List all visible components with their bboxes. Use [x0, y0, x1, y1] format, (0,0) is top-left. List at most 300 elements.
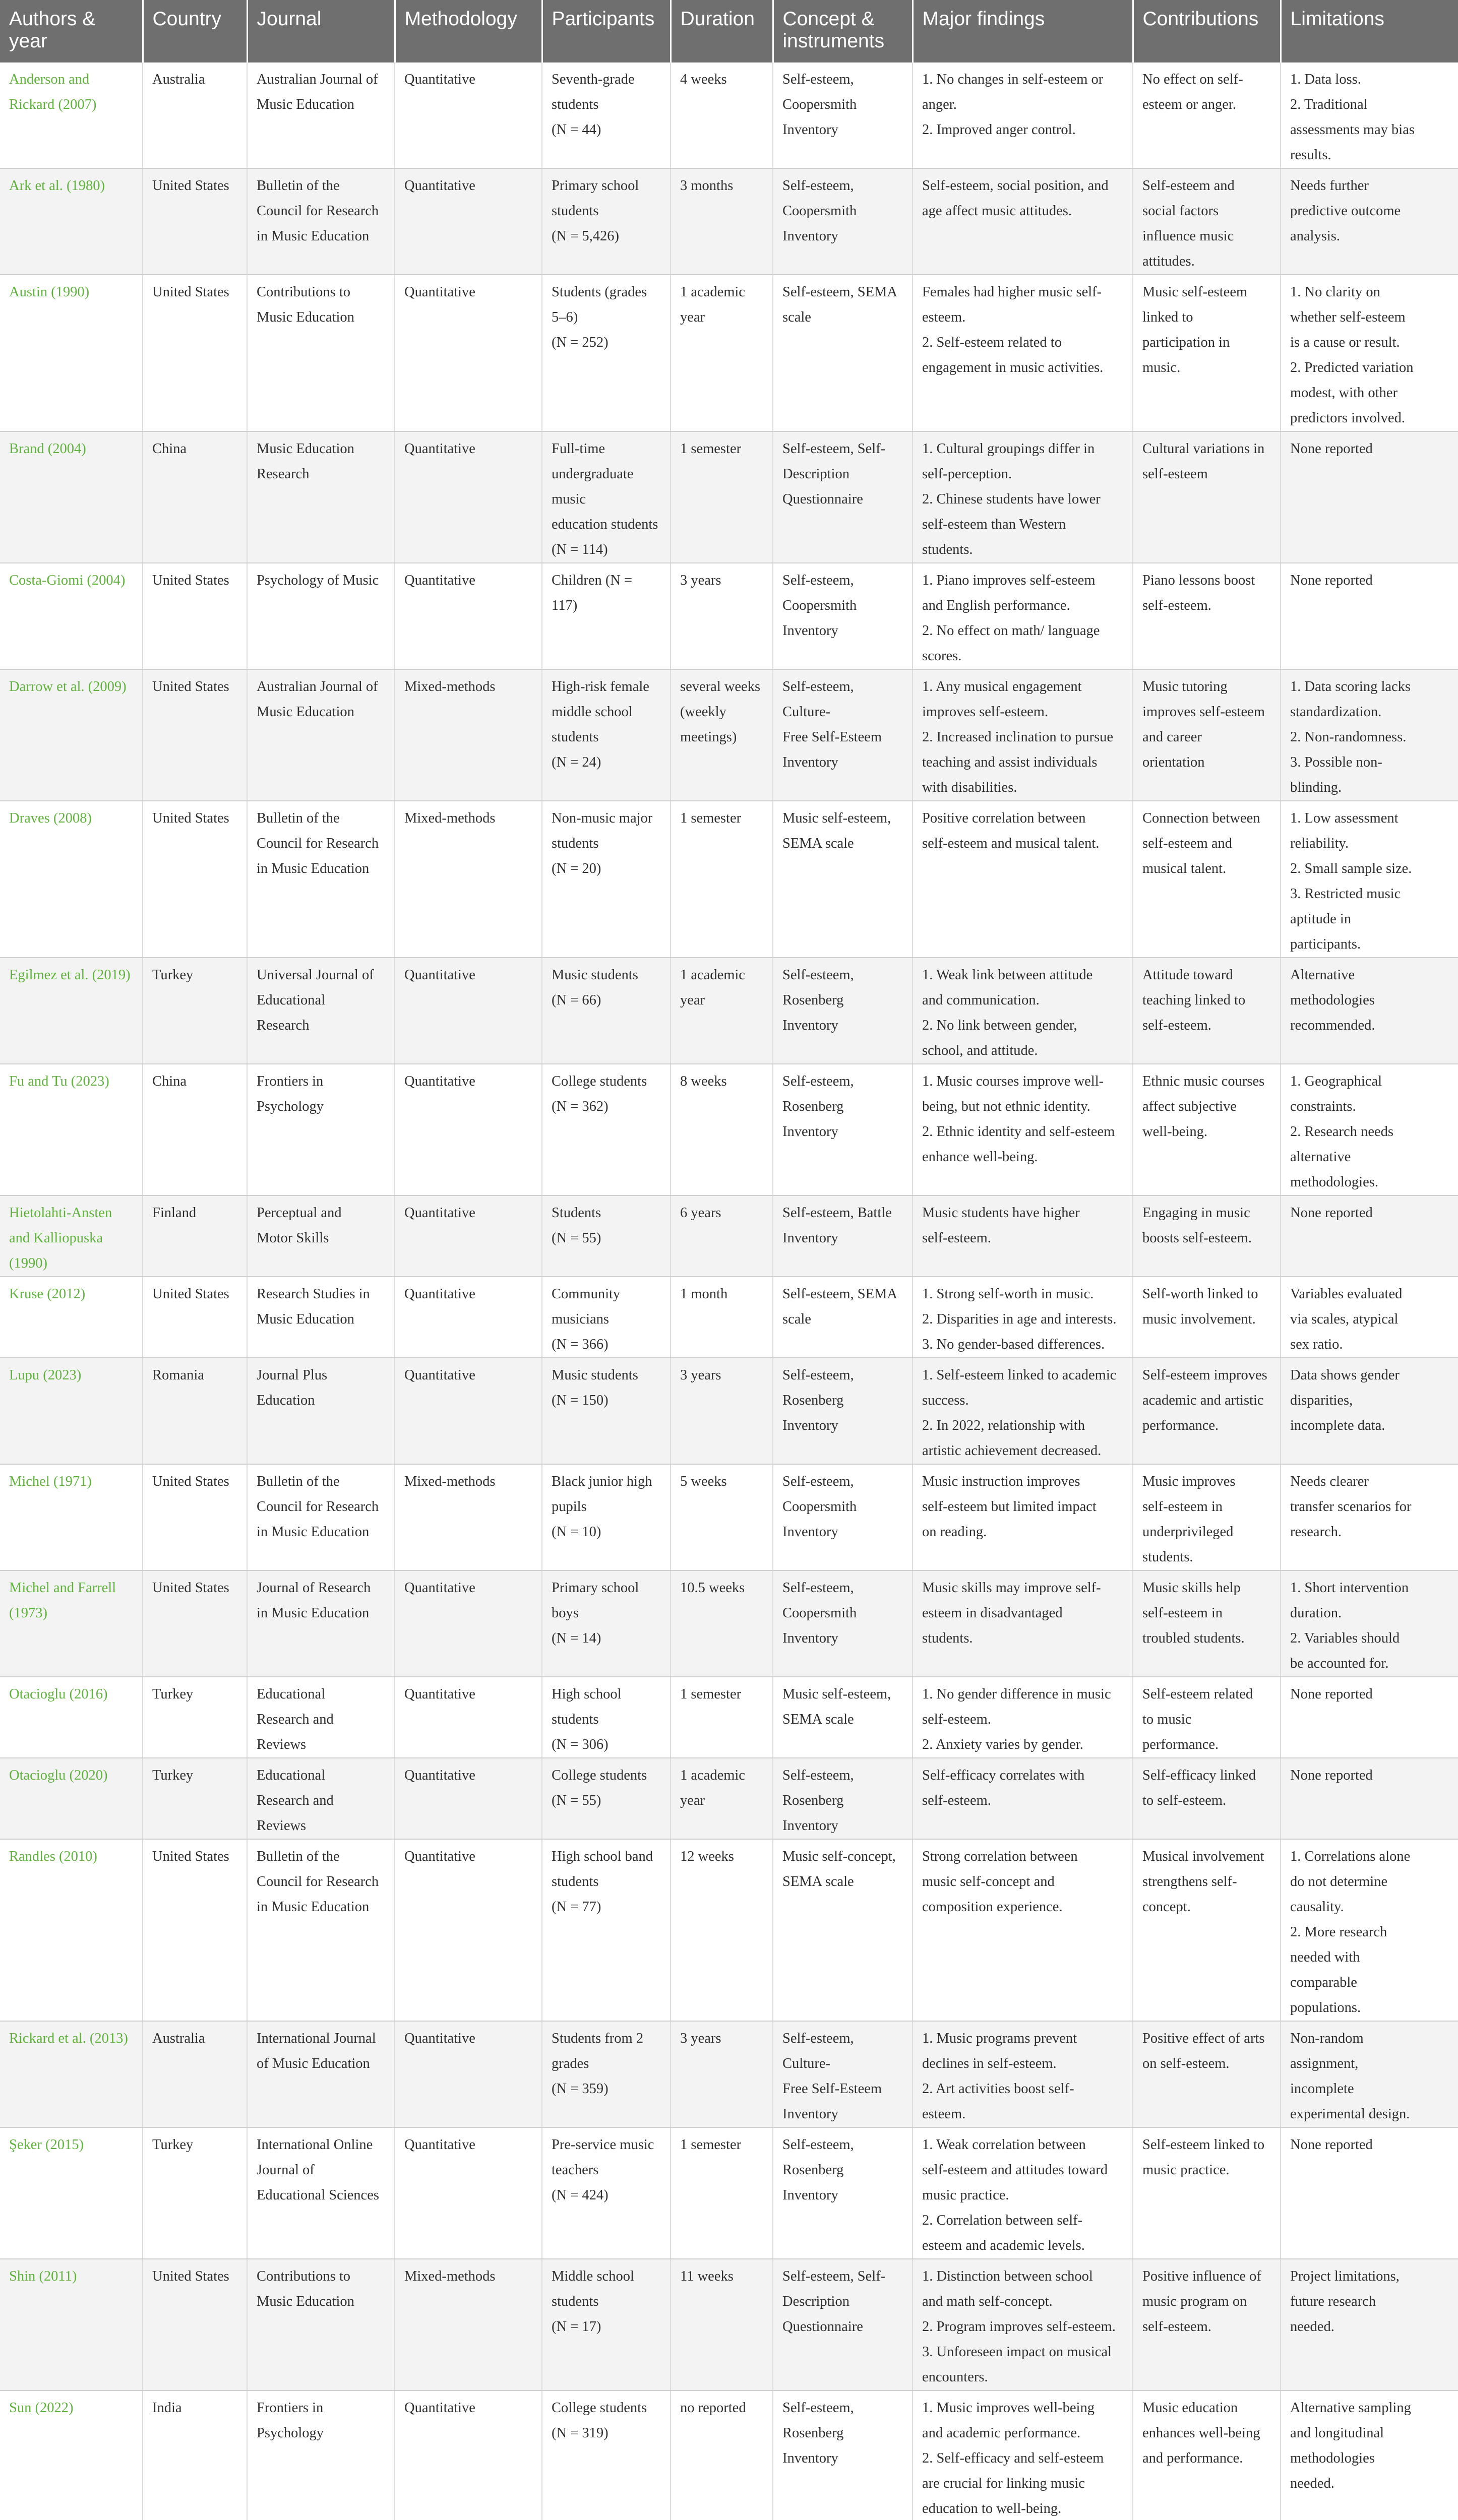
- cell-participants: [542, 431, 671, 563]
- cell-line: 1. Self-esteem linked to academic: [922, 1367, 1117, 1383]
- citation-link[interactable]: Egilmez et al. (2019): [9, 967, 131, 983]
- cell-line: Music Education: [257, 2294, 354, 2309]
- cell-line: College students: [552, 2400, 647, 2416]
- cell-line: Self-esteem and: [1142, 178, 1235, 194]
- cell-line: China: [152, 441, 187, 457]
- cell-line: success.: [922, 1393, 969, 1408]
- citation-link[interactable]: Randles (2010): [9, 1849, 97, 1864]
- cell-line: Self-esteem,: [782, 1580, 854, 1596]
- cell-country: [143, 801, 247, 958]
- column-header-journal[interactable]: Journal: [247, 0, 395, 62]
- citation-link[interactable]: Fu and Tu (2023): [9, 1074, 109, 1089]
- cell-line: None reported: [1290, 573, 1373, 588]
- cell-line: research.: [1290, 1524, 1342, 1540]
- cell-country: [143, 1758, 247, 1839]
- cell-line: Self-esteem, Culture-: [782, 2031, 854, 2071]
- cell-line: Needs clearer: [1290, 1474, 1369, 1489]
- cell-concept: [773, 168, 913, 275]
- cell-line: None reported: [1290, 1768, 1373, 1783]
- cell-line: students: [552, 2294, 599, 2309]
- cell-line: Bulletin of the: [257, 810, 340, 826]
- cell-limitations: [1281, 1758, 1458, 1839]
- cell-author[interactable]: [0, 431, 143, 563]
- cell-line: 1. Geographical: [1290, 1074, 1382, 1089]
- column-header-methodology[interactable]: Methodology: [395, 0, 542, 62]
- cell-duration: [671, 1464, 773, 1570]
- cell-line: Music Education: [257, 441, 354, 457]
- cell-line: Questionnaire: [782, 2319, 863, 2335]
- cell-line: improves self-esteem.: [922, 704, 1049, 720]
- citation-link[interactable]: Ark et al. (1980): [9, 178, 105, 194]
- cell-findings: [913, 2127, 1133, 2259]
- cell-line: education to well-being.: [922, 2501, 1062, 2516]
- cell-line: Seventh-grade: [552, 72, 635, 87]
- cell-line: Students (grades: [552, 284, 647, 300]
- citation-link[interactable]: Rickard et al. (2013): [9, 2031, 128, 2046]
- cell-line: Music Education: [257, 704, 354, 720]
- cell-participants: [542, 2390, 671, 2520]
- cell-line: predictive outcome: [1290, 203, 1401, 219]
- cell-author[interactable]: [0, 1277, 143, 1358]
- cell-concept: [773, 1358, 913, 1464]
- cell-line: improves self-esteem: [1142, 704, 1265, 720]
- cell-line: self-perception.: [922, 466, 1012, 482]
- column-header-authors[interactable]: Authors & year: [0, 0, 143, 62]
- cell-line: United States: [152, 1849, 229, 1864]
- cell-line: engagement in music activities.: [922, 360, 1104, 375]
- cell-author[interactable]: [0, 1677, 143, 1758]
- cell-line: Self-esteem improves: [1142, 1367, 1267, 1383]
- cell-line: incomplete: [1290, 2081, 1354, 2097]
- cell-participants: [542, 1839, 671, 2021]
- cell-limitations: [1281, 563, 1458, 669]
- cell-line: students: [552, 1874, 599, 1889]
- cell-author[interactable]: [0, 1358, 143, 1464]
- cell-author[interactable]: [0, 168, 143, 275]
- cell-duration: [671, 1358, 773, 1464]
- cell-findings: [913, 1677, 1133, 1758]
- cell-line: Finland: [152, 1205, 197, 1221]
- cell-line: Attitude toward: [1142, 967, 1233, 983]
- cell-duration: [671, 1758, 773, 1839]
- table-row: [0, 62, 1458, 168]
- cell-findings: [913, 1464, 1133, 1570]
- citation-link[interactable]: Kruse (2012): [9, 1286, 86, 1302]
- cell-line: Education: [257, 1393, 315, 1408]
- cell-concept: [773, 431, 913, 563]
- citation-link[interactable]: Shin (2011): [9, 2269, 77, 2284]
- cell-journal: [247, 2259, 395, 2390]
- cell-line: self-esteem.: [1142, 598, 1211, 613]
- cell-line: affect subjective: [1142, 1099, 1237, 1114]
- cell-line: causality.: [1290, 1899, 1344, 1915]
- cell-line: SEMA scale: [782, 1874, 854, 1889]
- cell-line: no reported: [680, 2400, 746, 2416]
- citation-link[interactable]: and Kalliopuska: [9, 1230, 103, 1246]
- cell-line: (N = 5,426): [552, 228, 620, 244]
- column-header-concept[interactable]: Concept & instruments: [773, 0, 913, 62]
- cell-line: 11 weeks: [680, 2269, 734, 2284]
- cell-duration: [671, 1277, 773, 1358]
- cell-journal: [247, 62, 395, 168]
- cell-author[interactable]: [0, 2021, 143, 2127]
- citation-link[interactable]: Draves (2008): [9, 810, 92, 826]
- cell-line: Mixed-methods: [404, 810, 496, 826]
- citation-link[interactable]: Hietolahti-Ansten: [9, 1205, 112, 1221]
- cell-author[interactable]: [0, 1758, 143, 1839]
- cell-line: self-esteem than Western: [922, 517, 1066, 532]
- cell-author[interactable]: [0, 62, 143, 168]
- cell-line: (N = 17): [552, 2319, 601, 2335]
- cell-line: strengthens self-: [1142, 1874, 1237, 1889]
- cell-line: International Journal: [257, 2031, 376, 2046]
- cell-line: 2. Art activities boost self-: [922, 2081, 1074, 2097]
- cell-line: 2. Improved anger control.: [922, 122, 1076, 138]
- cell-method: [395, 1839, 542, 2021]
- cell-line: reliability.: [1290, 836, 1349, 851]
- cell-line: music practice.: [922, 2187, 1009, 2203]
- cell-line: participation in: [1142, 335, 1230, 350]
- citation-link[interactable]: (1990): [9, 1255, 47, 1271]
- cell-line: Rosenberg Inventory: [782, 2162, 844, 2203]
- cell-line: transfer scenarios for: [1290, 1499, 1412, 1515]
- cell-line: Music tutoring: [1142, 679, 1228, 695]
- cell-line: None reported: [1290, 2137, 1373, 2153]
- cell-limitations: [1281, 669, 1458, 801]
- cell-concept: [773, 1064, 913, 1195]
- cell-limitations: [1281, 1277, 1458, 1358]
- cell-line: (N = 24): [552, 754, 601, 770]
- cell-country: [143, 1277, 247, 1358]
- cell-line: whether self-esteem: [1290, 309, 1406, 325]
- cell-line: Quantitative: [404, 573, 475, 588]
- cell-journal: [247, 1464, 395, 1570]
- cell-line: and English performance.: [922, 598, 1070, 613]
- cell-line: Questionnaire: [782, 491, 863, 507]
- table-row: [0, 1570, 1458, 1677]
- cell-method: [395, 1277, 542, 1358]
- cell-line: Rosenberg Inventory: [782, 1793, 844, 1834]
- cell-line: Research and: [257, 1712, 334, 1727]
- citation-link[interactable]: Austin (1990): [9, 284, 90, 300]
- citation-link[interactable]: Anderson and: [9, 72, 90, 87]
- citation-link[interactable]: Brand (2004): [9, 441, 86, 457]
- cell-line: (N = 55): [552, 1230, 601, 1246]
- cell-line: 1 semester: [680, 810, 742, 826]
- cell-line: participants.: [1290, 936, 1361, 952]
- citation-link[interactable]: Otacioglu (2020): [9, 1768, 108, 1783]
- cell-line: Reviews: [257, 1737, 307, 1752]
- cell-line: needed.: [1290, 2319, 1334, 2335]
- cell-line: Music self-esteem: [1142, 284, 1248, 300]
- cell-duration: [671, 1570, 773, 1677]
- cell-line: self-esteem and attitudes toward: [922, 2162, 1108, 2178]
- cell-author[interactable]: [0, 801, 143, 958]
- column-header-duration[interactable]: Duration: [671, 0, 773, 62]
- cell-line: students.: [922, 542, 973, 557]
- cell-line: scale: [782, 1311, 811, 1327]
- cell-contributions: [1133, 2390, 1281, 2520]
- cell-line: Quantitative: [404, 284, 475, 300]
- cell-line: Alternative: [1290, 967, 1355, 983]
- citation-link[interactable]: Lupu (2023): [9, 1367, 82, 1383]
- cell-contributions: [1133, 62, 1281, 168]
- cell-line: 2. More research: [1290, 1924, 1387, 1940]
- cell-line: Inventory: [782, 623, 838, 639]
- cell-line: education students: [552, 517, 658, 532]
- cell-line: methodologies: [1290, 992, 1375, 1008]
- cell-participants: [542, 563, 671, 669]
- cell-participants: [542, 2127, 671, 2259]
- cell-concept: [773, 563, 913, 669]
- cell-journal: [247, 1064, 395, 1195]
- cell-line: via scales, atypical: [1290, 1311, 1399, 1327]
- cell-line: 1. Music programs prevent: [922, 2031, 1077, 2046]
- cell-line: 3. Possible non-: [1290, 754, 1382, 770]
- cell-line: Connection between: [1142, 810, 1260, 826]
- cell-line: 3 months: [680, 178, 734, 194]
- cell-findings: [913, 669, 1133, 801]
- cell-journal: [247, 2021, 395, 2127]
- cell-duration: [671, 1677, 773, 1758]
- cell-line: Positive effect of arts: [1142, 2031, 1265, 2046]
- cell-line: Ethnic music courses: [1142, 1074, 1265, 1089]
- cell-line: Turkey: [152, 1768, 194, 1783]
- column-header-country[interactable]: Country: [143, 0, 247, 62]
- citation-link[interactable]: Darrow et al. (2009): [9, 679, 127, 695]
- cell-line: Data shows gender: [1290, 1367, 1400, 1383]
- cell-author[interactable]: [0, 669, 143, 801]
- cell-line: encounters.: [922, 2369, 988, 2385]
- cell-country: [143, 1677, 247, 1758]
- cell-country: [143, 2021, 247, 2127]
- cell-participants: [542, 1064, 671, 1195]
- cell-journal: [247, 1277, 395, 1358]
- cell-line: (N = 10): [552, 1524, 601, 1540]
- cell-limitations: [1281, 1570, 1458, 1677]
- cell-author[interactable]: [0, 1570, 143, 1677]
- cell-line: Music students have higher: [922, 1205, 1080, 1221]
- cell-line: United States: [152, 178, 229, 194]
- cell-author[interactable]: [0, 958, 143, 1064]
- cell-line: methodologies: [1290, 2450, 1375, 2466]
- cell-author[interactable]: [0, 1464, 143, 1570]
- column-header-limitations[interactable]: Limitations: [1281, 0, 1458, 62]
- cell-method: [395, 62, 542, 168]
- cell-method: [395, 958, 542, 1064]
- cell-line: 1. Any musical engagement: [922, 679, 1082, 695]
- cell-line: Music self-concept,: [782, 1849, 896, 1864]
- cell-line: 2. In 2022, relationship with: [922, 1418, 1085, 1433]
- cell-duration: [671, 1195, 773, 1277]
- cell-line: Research: [257, 466, 310, 482]
- cell-line: United States: [152, 284, 229, 300]
- cell-line: Educational: [257, 992, 326, 1008]
- cell-line: Self-efficacy correlates with: [922, 1768, 1085, 1783]
- cell-line: Inventory: [782, 1524, 838, 1540]
- cell-line: Reviews: [257, 1818, 307, 1834]
- cell-author[interactable]: [0, 2127, 143, 2259]
- citation-link[interactable]: Sun (2022): [9, 2400, 74, 2416]
- cell-line: meetings): [680, 729, 737, 745]
- cell-line: Musical involvement: [1142, 1849, 1264, 1864]
- cell-line: Music Education: [257, 1311, 354, 1327]
- citation-link[interactable]: Rickard (2007): [9, 97, 97, 112]
- cell-line: Quantitative: [404, 72, 475, 87]
- cell-line: school, and attitude.: [922, 1043, 1038, 1058]
- cell-author[interactable]: [0, 1195, 143, 1277]
- cell-concept: [773, 2390, 913, 2520]
- cell-line: Self-esteem,: [782, 178, 854, 194]
- cell-line: linked to: [1142, 309, 1193, 325]
- cell-line: aptitude in: [1290, 911, 1352, 927]
- cell-line: 3. No gender-based differences.: [922, 1337, 1105, 1352]
- cell-line: (N = 362): [552, 1099, 609, 1114]
- cell-findings: [913, 275, 1133, 431]
- cell-method: [395, 1195, 542, 1277]
- cell-line: 1. Data loss.: [1290, 72, 1361, 87]
- cell-line: (N = 14): [552, 1630, 601, 1646]
- cell-contributions: [1133, 168, 1281, 275]
- cell-line: United States: [152, 573, 229, 588]
- cell-duration: [671, 669, 773, 801]
- cell-line: performance.: [1142, 1418, 1219, 1433]
- cell-country: [143, 1358, 247, 1464]
- cell-country: [143, 563, 247, 669]
- cell-author[interactable]: [0, 563, 143, 669]
- cell-line: Quantitative: [404, 967, 475, 983]
- header-row: [0, 0, 1458, 62]
- cell-line: Quantitative: [404, 2137, 475, 2153]
- cell-line: Educational: [257, 1686, 326, 1702]
- column-header-participants[interactable]: Participants: [542, 0, 671, 62]
- cell-line: comparable: [1290, 1975, 1357, 1990]
- cell-line: Piano lessons boost: [1142, 573, 1255, 588]
- cell-line: None reported: [1290, 1686, 1373, 1702]
- cell-line: Turkey: [152, 967, 194, 983]
- cell-author[interactable]: [0, 275, 143, 431]
- cell-participants: [542, 2259, 671, 2390]
- citation-link[interactable]: Otacioglu (2016): [9, 1686, 108, 1702]
- cell-author[interactable]: [0, 2259, 143, 2390]
- cell-concept: [773, 2127, 913, 2259]
- cell-author[interactable]: [0, 2390, 143, 2520]
- cell-line: self-esteem.: [1142, 1018, 1211, 1033]
- cell-limitations: [1281, 1358, 1458, 1464]
- cell-line: declines in self-esteem.: [922, 2056, 1057, 2071]
- citation-link[interactable]: Michel (1971): [9, 1474, 92, 1489]
- citation-link[interactable]: Şeker (2015): [9, 2137, 84, 2153]
- cell-line: Variables evaluated: [1290, 1286, 1403, 1302]
- cell-findings: [913, 431, 1133, 563]
- cell-line: self-esteem: [1142, 466, 1208, 482]
- cell-concept: [773, 1839, 913, 2021]
- citation-link[interactable]: Costa-Giomi (2004): [9, 573, 126, 588]
- cell-line: music.: [1142, 360, 1181, 375]
- cell-line: several weeks: [680, 679, 761, 695]
- cell-line: on reading.: [922, 1524, 987, 1540]
- cell-line: teaching linked to: [1142, 992, 1246, 1008]
- cell-limitations: [1281, 1839, 1458, 2021]
- cell-line: Turkey: [152, 2137, 194, 2153]
- cell-line: Self-esteem,: [782, 2137, 854, 2153]
- cell-line: Strong correlation between: [922, 1849, 1078, 1864]
- cell-line: 2. Traditional: [1290, 97, 1368, 112]
- citation-link[interactable]: Michel and Farrell: [9, 1580, 116, 1596]
- citation-link[interactable]: (1973): [9, 1605, 47, 1621]
- cell-line: Self-esteem, Culture-: [782, 679, 854, 720]
- cell-line: grades: [552, 2056, 589, 2071]
- cell-line: Universal Journal of: [257, 967, 374, 983]
- cell-line: 1. Distinction between school: [922, 2269, 1093, 2284]
- cell-participants: [542, 62, 671, 168]
- cell-contributions: [1133, 1570, 1281, 1677]
- column-header-findings[interactable]: Major findings: [913, 0, 1133, 62]
- cell-line: esteem in disadvantaged: [922, 1605, 1063, 1621]
- cell-line: United States: [152, 1474, 229, 1489]
- cell-line: 2. Disparities in age and interests.: [922, 1311, 1117, 1327]
- cell-line: 2. Program improves self-esteem.: [922, 2319, 1116, 2335]
- cell-line: alternative: [1290, 1149, 1351, 1165]
- cell-line: students: [552, 836, 599, 851]
- cell-participants: [542, 1195, 671, 1277]
- cell-line: Inventory: [782, 2106, 838, 2122]
- cell-line: Research and: [257, 1793, 334, 1808]
- cell-line: (weekly: [680, 704, 726, 720]
- cell-author[interactable]: [0, 1839, 143, 2021]
- cell-line: modest, with other: [1290, 385, 1398, 401]
- cell-line: esteem.: [922, 2106, 966, 2122]
- cell-line: in Music Education: [257, 861, 370, 876]
- cell-journal: [247, 2390, 395, 2520]
- cell-country: [143, 1464, 247, 1570]
- table-row: [0, 431, 1458, 563]
- cell-country: [143, 2127, 247, 2259]
- cell-country: [143, 1195, 247, 1277]
- cell-limitations: [1281, 62, 1458, 168]
- cell-line: 1. Weak link between attitude: [922, 967, 1093, 983]
- cell-line: self-esteem.: [922, 1230, 991, 1246]
- cell-line: 1. Low assessment: [1290, 810, 1399, 826]
- cell-line: Quantitative: [404, 1580, 475, 1596]
- cell-line: Self-esteem,: [782, 72, 854, 87]
- cell-line: International Online: [257, 2137, 373, 2153]
- cell-line: Mixed-methods: [404, 1474, 496, 1489]
- cell-country: [143, 1839, 247, 2021]
- cell-journal: [247, 2127, 395, 2259]
- cell-line: SEMA scale: [782, 1712, 854, 1727]
- cell-method: [395, 431, 542, 563]
- cell-line: 1 month: [680, 1286, 728, 1302]
- cell-participants: [542, 801, 671, 958]
- cell-line: Music self-esteem,: [782, 810, 891, 826]
- cell-line: in Music Education: [257, 1899, 370, 1915]
- cell-author[interactable]: [0, 1064, 143, 1195]
- cell-line: Project limitations,: [1290, 2269, 1400, 2284]
- cell-concept: [773, 275, 913, 431]
- cell-line: Rosenberg Inventory: [782, 1099, 844, 1140]
- cell-line: 2. No link between gender,: [922, 1018, 1077, 1033]
- cell-contributions: [1133, 2259, 1281, 2390]
- column-header-contributions[interactable]: Contributions: [1133, 0, 1281, 62]
- cell-line: (N = 44): [552, 122, 601, 138]
- cell-line: United States: [152, 810, 229, 826]
- cell-participants: [542, 1570, 671, 1677]
- cell-journal: [247, 1758, 395, 1839]
- cell-line: Journal of: [257, 2162, 315, 2178]
- cell-journal: [247, 1677, 395, 1758]
- cell-line: Self-esteem,: [782, 1474, 854, 1489]
